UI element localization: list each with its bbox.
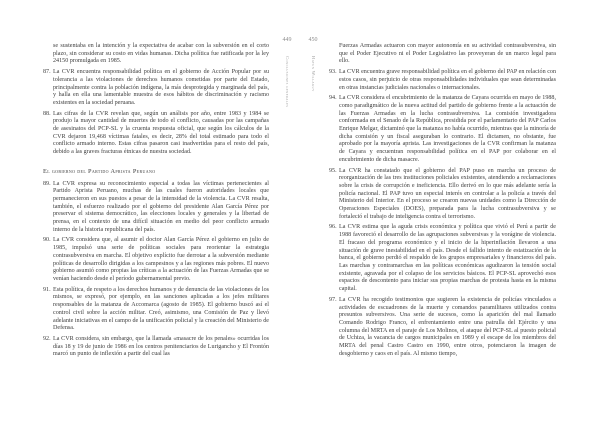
continuation-paragraph: Fuerzas Armadas actuaron con mayor autonomía en su actividad contrasubversiva, sin que el Poder Ejecutivo ni el Poder Legislativo las proveyeran de un marco legal para ello. <box>339 43 556 65</box>
numbered-paragraph <box>43 336 269 359</box>
paragraph-number: 91. <box>43 286 51 293</box>
paragraph-text: La CVR ha constatado que el gobierno del PAP puso en marcha un proceso de reorganización de las tres instituciones policiales existentes, atendiendo a reclamaciones sobre la crisis de corrupción e ineficiencia. Ello derivó en lo que más adelante sería la policía nacional. El PAP tuvo un especial interés en controlar a la policía a través del Ministerio del Interior. En el proceso se crearon nuevas unidades como la Dirección de Operaciones Especiales (DOES), preparada para la lucha contrasubversiva y se fortaleció el trabajo de inteligencia contra el terrorismo. <box>339 167 556 220</box>
paragraph-number: 96. <box>329 224 337 231</box>
numbered-paragraph <box>329 168 556 222</box>
paragraph-text: La CVR expresa su reconocimiento especial a todas las víctimas pertenecientes al Partido Aprista Peruano, muchas de las cuales fueron autoridades locales que permanecieron en sus puestos a pesar de la intensidad de la violencia. La CVR resalta, también, el esfuerzo realizado por el gobierno del presidente Alan García Pérez por preservar el sistema democrático, las elecciones locales y generales y la libertad de prensa, en el contexto de una difícil situación en medio del peor conflicto armado interno de la historia republicana del país. <box>53 180 269 233</box>
right-page-content <box>329 43 556 361</box>
running-head: Conclusiones generales <box>285 56 290 108</box>
continuation-paragraph: se sustentaba en la intención y la expectativa de acabar con la subversión en el corto plazo, sin considerar su costo en vidas humanas. Dicha política fue ratificada por la ley 24150 promulgada en 1985. <box>53 43 269 65</box>
page-number: 450 <box>308 37 318 43</box>
numbered-paragraph <box>329 69 556 92</box>
numbered-paragraph <box>43 111 269 157</box>
numbered-paragraph <box>43 287 269 333</box>
paragraph-text: La CVR encuentra grave responsabilidad política en el gobierno del PAP en relación con estos casos, sin perjuicio de otras responsabilidades individuales que sean determinadas en otras instancias judiciales nacionales o internacionales. <box>339 69 556 91</box>
paragraph-number: 90. <box>43 237 51 244</box>
numbered-paragraph <box>329 95 556 164</box>
numbered-paragraph <box>329 224 556 293</box>
left-page-content <box>43 43 269 362</box>
numbered-paragraph <box>329 297 556 359</box>
paragraph-number: 87. <box>43 69 51 76</box>
paragraph-text: La CVR encuentra responsabilidad política en el gobierno de Acción Popular por su tolerancia a las violaciones de derechos humanos cometidas por parte del Estado, principalmente contra la población indígena, la más desprotegida y marginada del país, y halla en ella una lamentable muestra de esos hábitos de discriminación y racismo existentes en la sociedad peruana. <box>53 69 269 106</box>
paragraph-text: La CVR considera el encubrimiento de la matanza de Cayara ocurrida en mayo de 1988, como paradigmático de la nueva actitud del partido de gobierno frente a la actuación de las Fuerzas Armadas en la lucha contrasubversiva. La comisión investigadora conformada en el Senado de la República, presidida por el parlamentario del PAP Carlos Enrique Melgar, dictaminó que la matanza no había ocurrido, mientras que la minoría de dicha comisión y un fiscal aseguraban lo contrario. El dictamen, no obstante, fue aprobado por la mayoría aprista. Las investigaciones de la CVR confirman la matanza de Cayara y encuentran responsabilidad política en el PAP por colaborar en el encubrimiento de dicha masacre. <box>339 95 556 163</box>
paragraph-number: 88. <box>43 110 51 117</box>
paragraph-number: 89. <box>43 180 51 187</box>
paragraph-text: La CVR ha recogido testimonios que sugieren la existencia de policías vinculados a actividades de escuadrones de la muerte y comandos paramilitares utilizados contra presuntos subversivos. Una serie de sucesos, como la aparición del mal llamado Comando Rodrigo Franco, el enfrentamiento entre una patrulla del Ejército y una columna del MRTA en el paraje de Los Molinos, el ataque del PCP-SL al puesto policial de Uchiza, la vacancia de cargos municipales en 1989 y el escape de los miembros del MRTA del penal Castro Castro en 1990, entre otros, potenciaron la imagen de desgobierno y caos en el país. Al mismo tiempo, <box>339 296 556 357</box>
paragraph-text: La CVR estima que la aguda crisis económica y política que vivió el Perú a partir de 1988 favoreció el desarrollo de las agrupaciones subversivas y la vorágine de violencia. El fracaso del programa económico y el inicio de la hiperinflación llevaron a una situación de grave inestabilidad en el país. Desde el fallido intento de estatización de la banca, el gobierno perdió el respaldo de los grupos empresariales y financieros del país. Las marchas y contramarchas en las políticas económicas agudizaron la tensión social existente, agravada por el colapso de los servicios básicos. El PCP-SL aprovechó esos espacios de descontento para iniciar sus propias marchas de protesta hasta en la misma capital. <box>339 224 556 293</box>
paragraph-text: La CVR considera que, al asumir el doctor Alan García Pérez el gobierno en julio de 1985, impulsó una serie de políticas sociales para reorientar la estrategia contrasubversiva en marcha. El objetivo explícito fue derrotar a la subversión mediante políticas de desarrollo dirigidas a los campesinos y a las regiones más pobres. El nuevo gobierno asumió como propias las críticas a la actuación de las Fuerzas Armadas que se venían haciendo desde el período gubernamental previo. <box>53 237 269 282</box>
paragraph-number: 93. <box>329 69 337 76</box>
paragraph-number: 95. <box>329 167 337 174</box>
page-number: 449 <box>282 37 292 43</box>
paragraph-number: 92. <box>43 335 51 342</box>
running-head: Hatun Willakuy <box>311 56 316 92</box>
section-heading: El gobierno del Partido Aprista Peruano <box>43 167 156 175</box>
numbered-paragraph <box>43 69 269 108</box>
numbered-paragraph <box>43 237 269 283</box>
paragraph-text: La CVR considera, sin embargo, que la llamada «masacre de los penales» ocurridas los días 18 y 19 de junio de 1986 en los centros penitenciarios de Lurigancho y El Frontón marcó un punto de inflexión a partir del cual las <box>53 335 269 358</box>
paragraph-text: Las cifras de la CVR revelan que, según un análisis por año, entre 1983 y 1984 se produjo la mayor cantidad de muertes de todo el conflicto, causadas por las campañas de asesinatos del PCP-SL y la cruenta respuesta oficial, que según los cálculos de la CVR dejaron 19,468 víctimas fatales, es decir, 28% del total estimado para todo el conflicto armado interno. Estas cifras pasaron casi inadvertidas para el resto del país, debido a las graves fracturas étnicas de nuestra sociedad. <box>53 110 269 156</box>
paragraph-number: 94. <box>329 95 337 102</box>
paragraph-number: 97. <box>329 296 337 303</box>
paragraph-text: Esta política, de respeto a los derechos humanos y de denuncia de las violaciones de los mismos, se expresó, por ejemplo, en las sanciones aplicadas a los jefes militares responsables de la matanza de Accomarca (agosto de 1985). El gobierno buscó así el control civil sobre la acción militar. Creó, asimismo, una Comisión de Paz y llevó adelante iniciativas en el campo de la unificación policial y la creación del Ministerio de Defensa. <box>53 286 269 332</box>
numbered-paragraph <box>43 181 269 235</box>
